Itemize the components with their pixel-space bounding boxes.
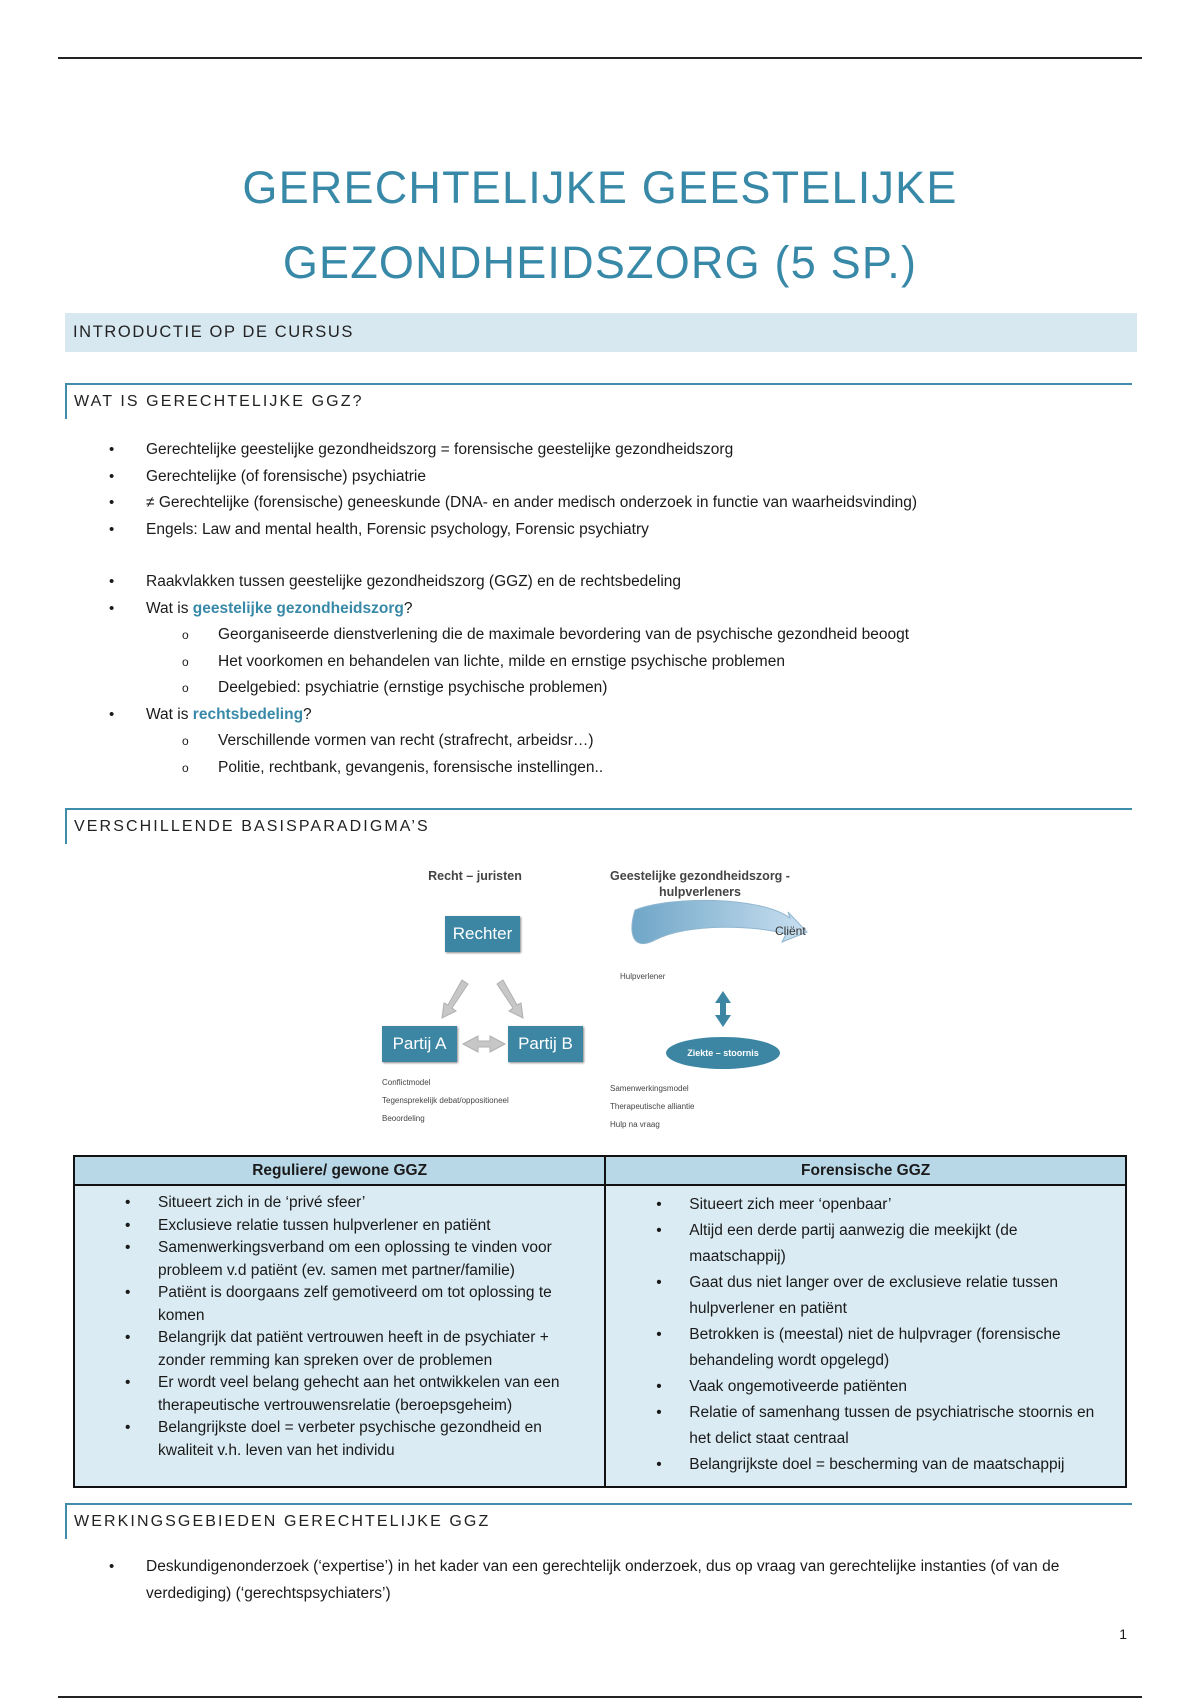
section-heading-wat-is: [65, 383, 1132, 419]
table-list-item: • Belangrijkste doel = verbeter psychische gezondheid en kwaliteit v.h. leven van het individu: [75, 1417, 604, 1462]
list-item: • Gerechtelijke (of forensische) psychiatrie: [0, 464, 1200, 491]
title-line-1: GERECHTELIJKE GEESTELIJKE: [242, 162, 958, 213]
sub-item: o Georganiseerde dienstverlening die de maximale bevordering van de psychische gezondheid beoogt: [146, 622, 1200, 649]
table-list-item: • Samenwerkingsverband om een oplossing te vinden voor probleem v.d patiënt (ev. samen met partner/familie): [75, 1237, 604, 1282]
term-link-rechtsbedeling[interactable]: rechtsbedeling: [192, 705, 304, 723]
hulpverlener-label: Hulpverlener: [620, 972, 666, 981]
table-header-row: [74, 1156, 1126, 1185]
table-list-item: • Belangrijk dat patiënt vertrouwen heeft in de psychiater + zonder remming kan spreken over de problemen: [75, 1327, 604, 1372]
table-list-item: • Exclusieve relatie tussen hulpverlener en patiënt: [75, 1215, 604, 1238]
note: Samenwerkingsmodel: [610, 1084, 689, 1093]
table-list-item: • Altijd een derde partij aanwezig die meekijkt (de maatschappij): [606, 1218, 1125, 1270]
right-notes: [610, 1080, 695, 1134]
note: Conflictmodel: [382, 1078, 431, 1087]
table-list-item: • Er wordt veel belang gehecht aan het ontwikkelen van een therapeutische vertrouwensrelatie (beroepsgeheim): [75, 1372, 604, 1417]
note: Tegensprekelijk debat/oppositioneel: [382, 1096, 509, 1105]
werkingsgebieden-list: [0, 1554, 1130, 1607]
section-heading-label: WAT IS GERECHTELIJKE GGZ?: [74, 393, 364, 410]
partij-a-box: Partij A: [382, 1026, 457, 1062]
table-list-item: • Betrokken is (meestal) niet de hulpvrager (forensische behandeling wordt opgelegd): [606, 1322, 1125, 1374]
sub-item: o Het voorkomen en behandelen van lichte, milde en ernstige psychische problemen: [146, 649, 1200, 676]
list-item: • Engels: Law and mental health, Forensic psychology, Forensic psychiatry: [0, 517, 1200, 544]
partij-b-box: Partij B: [508, 1026, 583, 1062]
diagram-left-title: Recht – juristen: [428, 869, 522, 883]
table-list-item: • Situeert zich in de ‘privé sfeer’: [75, 1192, 604, 1215]
question-suffix: ?: [403, 599, 413, 617]
regular-ggz-cell: [74, 1185, 605, 1487]
intro-band: [65, 313, 1137, 352]
bottom-rule: [58, 1696, 1142, 1698]
ziekte-label: Ziekte – stoornis: [687, 1048, 759, 1058]
question-suffix: ?: [303, 705, 312, 723]
note: Hulp na vraag: [610, 1120, 660, 1129]
section-heading-label: WERKINGSGEBIEDEN GERECHTELIJKE GGZ: [74, 1513, 491, 1530]
list-item: • Deskundigenonderzoek (‘expertise’) in het kader van een gerechtelijk onderzoek, dus op vraag van gerechtelijke instanties (of van de verdediging) (‘gerechtspsychiaters’): [0, 1554, 1130, 1607]
table-list-item: • Belangrijkste doel = bescherming van de maatschappij: [606, 1452, 1125, 1478]
table-list-item: • Vaak ongemotiveerde patiënten: [606, 1374, 1125, 1400]
top-rule: [58, 57, 1142, 59]
question-prefix: Wat is: [146, 705, 193, 723]
section-heading-paradigmas: [65, 808, 1132, 844]
diagram-right-title-1: Geestelijke gezondheidszorg -: [610, 869, 790, 883]
table-list-item: • Patiënt is doorgaans zelf gemotiveerd om tot oplossing te komen: [75, 1282, 604, 1327]
sub-item: o Politie, rechtbank, gevangenis, forensische instellingen..: [146, 755, 1200, 782]
list-item: • ≠ Gerechtelijke (forensische) geneeskunde (DNA- en ander medisch onderzoek in functie van waarheidsvinding): [0, 490, 1200, 517]
list-item-question-ggz: [0, 596, 1200, 702]
term-link-ggz[interactable]: geestelijke gezondheidszorg: [192, 599, 404, 617]
column-header-forensic: Forensische GGZ: [605, 1156, 1126, 1185]
question-prefix: Wat is: [146, 599, 193, 617]
table-row: [74, 1185, 1126, 1487]
forensic-ggz-cell: [605, 1185, 1126, 1487]
page-title: [0, 150, 1200, 300]
intro-band-label: INTRODUCTIE OP DE CURSUS: [73, 323, 355, 341]
list-item: • Gerechtelijke geestelijke gezondheidszorg = forensische geestelijke gezondheidszorg: [0, 437, 1200, 464]
sub-item: o Verschillende vormen van recht (strafrecht, arbeidsr…): [146, 728, 1200, 755]
sub-list: [146, 622, 1200, 702]
table-list-item: • Relatie of samenhang tussen de psychiatrische stoornis en het delict staat centraal: [606, 1400, 1125, 1452]
note: Beoordeling: [382, 1114, 425, 1123]
diagram-right-title-2: hulpverleners: [659, 885, 741, 899]
list-item-question-rechtsbedeling: [0, 702, 1200, 782]
note: Therapeutische alliantie: [610, 1102, 695, 1111]
arrow-icon: [442, 980, 523, 1052]
comparison-table: [73, 1155, 1127, 1488]
rechter-box: Rechter: [445, 916, 520, 952]
page-number: 1: [1119, 1626, 1127, 1642]
section-heading-werkingsgebieden: [65, 1503, 1132, 1539]
left-notes: [382, 1074, 509, 1128]
sub-list: [146, 728, 1200, 781]
column-header-regular: Reguliere/ gewone GGZ: [74, 1156, 605, 1185]
title-line-2: GEZONDHEIDSZORG (5 SP.): [282, 237, 918, 288]
sub-item: o Deelgebied: psychiatrie (ernstige psychische problemen): [146, 675, 1200, 702]
raakvlakken-list: [0, 569, 1200, 781]
table-list-item: • Situeert zich meer ‘openbaar’: [606, 1192, 1125, 1218]
definition-list: [0, 437, 1200, 543]
section-heading-label: VERSCHILLENDE BASISPARADIGMA’S: [74, 818, 430, 835]
list-item: • Raakvlakken tussen geestelijke gezondheidszorg (GGZ) en de rechtsbedeling: [0, 569, 1200, 596]
double-arrow-icon: [715, 991, 731, 1027]
paradigm-diagram: [370, 860, 830, 1130]
table-list-item: • Gaat dus niet langer over de exclusieve relatie tussen hulpverlener en patiënt: [606, 1270, 1125, 1322]
client-label: Cliënt: [775, 924, 806, 938]
